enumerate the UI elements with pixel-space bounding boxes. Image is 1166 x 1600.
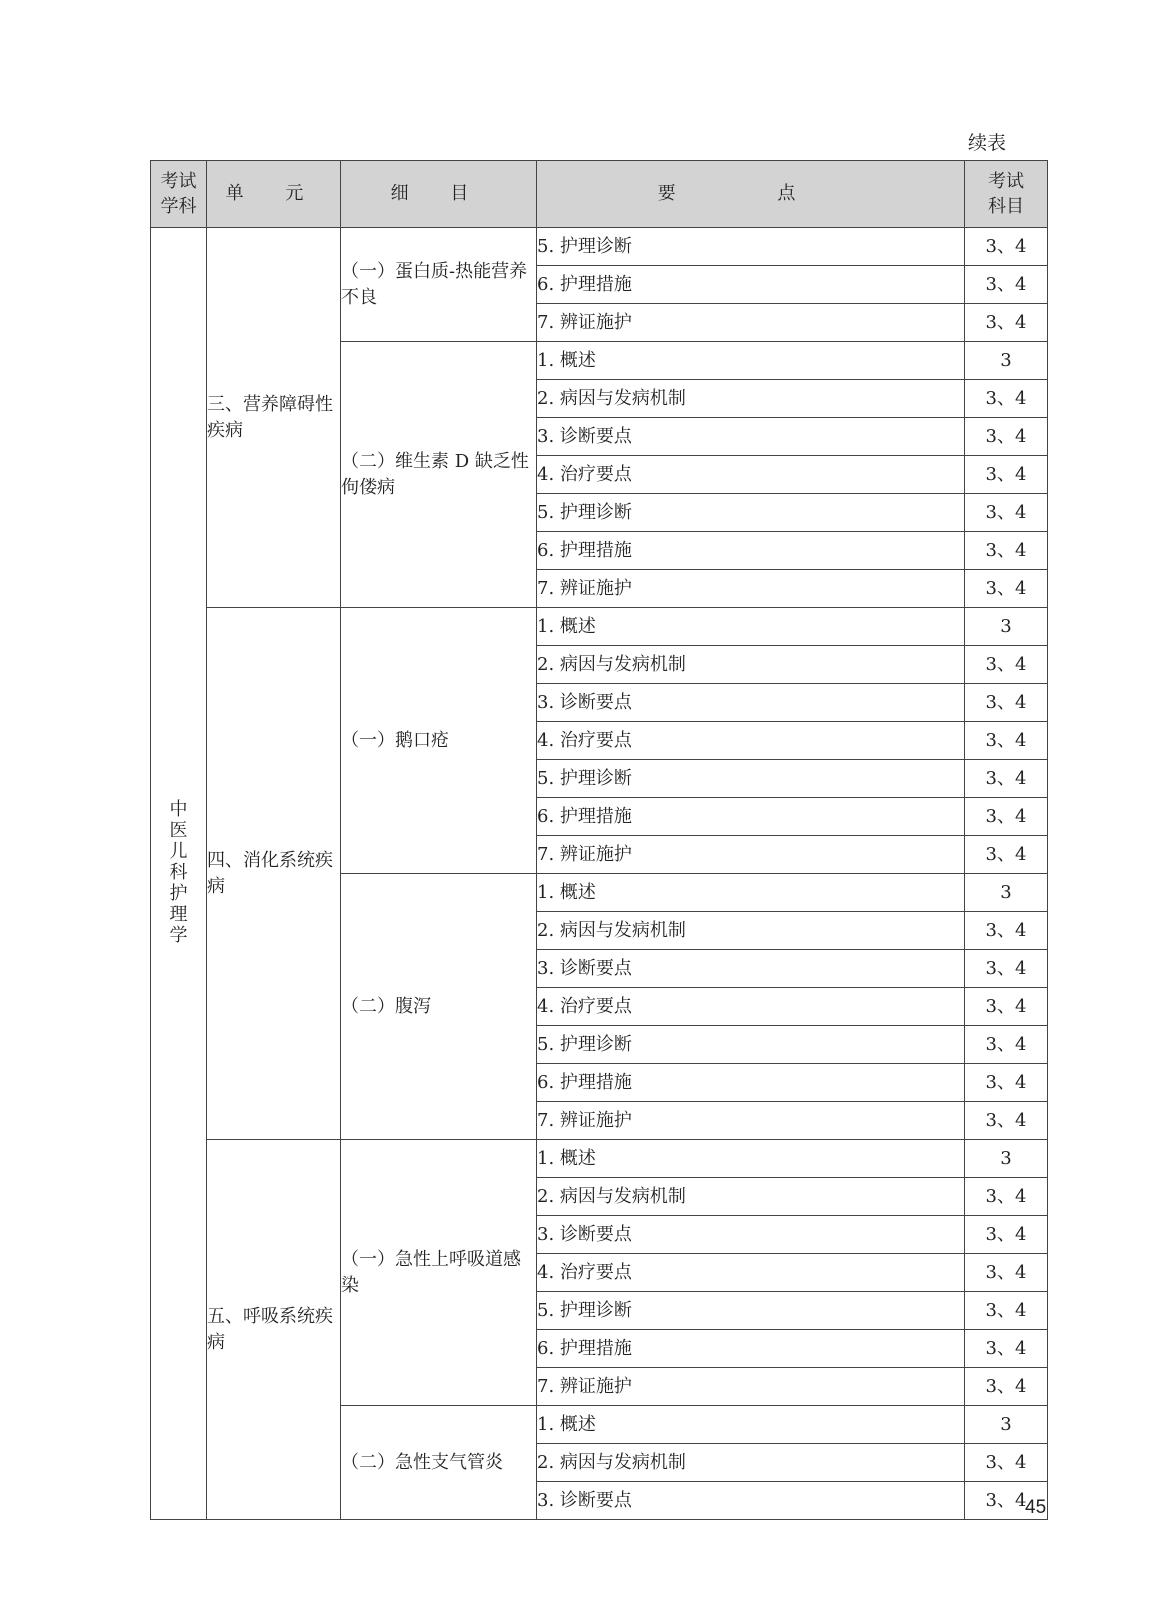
detail-cell: （二）腹泻 <box>341 874 537 1140</box>
point-cell: 2. 病因与发病机制 <box>537 380 965 418</box>
code-cell: 3、4 <box>965 1178 1048 1216</box>
code-cell: 3、4 <box>965 646 1048 684</box>
continued-label: 续表 <box>968 132 1007 154</box>
code-cell: 3、4 <box>965 684 1048 722</box>
point-cell: 3. 诊断要点 <box>537 950 965 988</box>
code-cell: 3、4 <box>965 228 1048 266</box>
detail-cell: （一）急性上呼吸道感染 <box>341 1140 537 1406</box>
detail-cell: （二）急性支气管炎 <box>341 1406 537 1520</box>
table-row <box>151 228 1048 266</box>
point-cell: 5. 护理诊断 <box>537 1292 965 1330</box>
detail-cell: （一）鹅口疮 <box>341 608 537 874</box>
code-cell: 3、4 <box>965 760 1048 798</box>
code-cell: 3、4 <box>965 494 1048 532</box>
table-row <box>151 608 1048 646</box>
unit-cell: 三、营养障碍性疾病 <box>207 228 341 608</box>
point-cell: 1. 概述 <box>537 1140 965 1178</box>
code-cell: 3、4 <box>965 532 1048 570</box>
point-cell: 4. 治疗要点 <box>537 456 965 494</box>
point-cell: 3. 诊断要点 <box>537 418 965 456</box>
code-cell: 3、4 <box>965 1292 1048 1330</box>
point-cell: 1. 概述 <box>537 608 965 646</box>
table-body <box>151 228 1048 1520</box>
header-point: 要 点 <box>537 161 965 228</box>
header-detail: 细 目 <box>341 161 537 228</box>
code-cell: 3 <box>965 1140 1048 1178</box>
table-header <box>151 161 1048 228</box>
code-cell: 3、4 <box>965 988 1048 1026</box>
code-cell: 3、4 <box>965 1482 1048 1520</box>
header-code: 考试科目 <box>965 161 1048 228</box>
subject-cell: 中医儿科护理学 <box>151 228 207 1520</box>
point-cell: 3. 诊断要点 <box>537 684 965 722</box>
detail-cell: （二）维生素 D 缺乏性佝偻病 <box>341 342 537 608</box>
point-cell: 7. 辨证施护 <box>537 836 965 874</box>
code-cell: 3、4 <box>965 266 1048 304</box>
point-cell: 4. 治疗要点 <box>537 1254 965 1292</box>
code-cell: 3 <box>965 342 1048 380</box>
point-cell: 7. 辨证施护 <box>537 304 965 342</box>
point-cell: 5. 护理诊断 <box>537 1026 965 1064</box>
point-cell: 5. 护理诊断 <box>537 494 965 532</box>
page-number: 45 <box>1025 1497 1047 1518</box>
code-cell: 3、4 <box>965 570 1048 608</box>
code-cell: 3、4 <box>965 950 1048 988</box>
point-cell: 5. 护理诊断 <box>537 228 965 266</box>
point-cell: 6. 护理措施 <box>537 1064 965 1102</box>
point-cell: 1. 概述 <box>537 874 965 912</box>
point-cell: 7. 辨证施护 <box>537 570 965 608</box>
header-unit: 单 元 <box>207 161 341 228</box>
exam-outline-table <box>150 160 1048 1520</box>
code-cell: 3、4 <box>965 1102 1048 1140</box>
code-cell: 3、4 <box>965 1216 1048 1254</box>
table-row <box>151 1140 1048 1178</box>
point-cell: 4. 治疗要点 <box>537 722 965 760</box>
point-cell: 1. 概述 <box>537 342 965 380</box>
code-cell: 3、4 <box>965 418 1048 456</box>
code-cell: 3 <box>965 1406 1048 1444</box>
point-cell: 3. 诊断要点 <box>537 1482 965 1520</box>
code-cell: 3、4 <box>965 1368 1048 1406</box>
code-cell: 3、4 <box>965 722 1048 760</box>
point-cell: 7. 辨证施护 <box>537 1368 965 1406</box>
code-cell: 3、4 <box>965 798 1048 836</box>
point-cell: 2. 病因与发病机制 <box>537 1178 965 1216</box>
code-cell: 3、4 <box>965 1254 1048 1292</box>
point-cell: 4. 治疗要点 <box>537 988 965 1026</box>
code-cell: 3、4 <box>965 456 1048 494</box>
point-cell: 3. 诊断要点 <box>537 1216 965 1254</box>
point-cell: 2. 病因与发病机制 <box>537 1444 965 1482</box>
point-cell: 6. 护理措施 <box>537 532 965 570</box>
point-cell: 7. 辨证施护 <box>537 1102 965 1140</box>
point-cell: 6. 护理措施 <box>537 266 965 304</box>
point-cell: 2. 病因与发病机制 <box>537 646 965 684</box>
code-cell: 3、4 <box>965 1064 1048 1102</box>
header-subject: 考试学科 <box>151 161 207 228</box>
code-cell: 3、4 <box>965 380 1048 418</box>
point-cell: 2. 病因与发病机制 <box>537 912 965 950</box>
code-cell: 3 <box>965 874 1048 912</box>
point-cell: 6. 护理措施 <box>537 798 965 836</box>
code-cell: 3、4 <box>965 1026 1048 1064</box>
detail-cell: （一）蛋白质-热能营养不良 <box>341 228 537 342</box>
code-cell: 3、4 <box>965 1330 1048 1368</box>
code-cell: 3、4 <box>965 912 1048 950</box>
point-cell: 6. 护理措施 <box>537 1330 965 1368</box>
code-cell: 3 <box>965 608 1048 646</box>
code-cell: 3、4 <box>965 836 1048 874</box>
point-cell: 1. 概述 <box>537 1406 965 1444</box>
code-cell: 3、4 <box>965 1444 1048 1482</box>
code-cell: 3、4 <box>965 304 1048 342</box>
unit-cell: 五、呼吸系统疾病 <box>207 1140 341 1520</box>
unit-cell: 四、消化系统疾病 <box>207 608 341 1140</box>
point-cell: 5. 护理诊断 <box>537 760 965 798</box>
